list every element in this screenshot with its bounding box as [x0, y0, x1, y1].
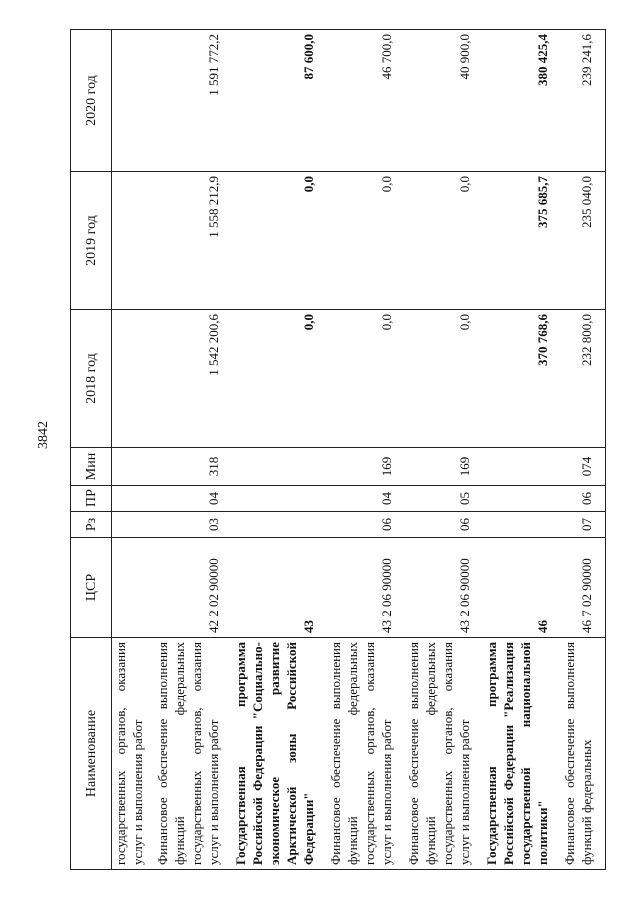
row-2019 [112, 172, 155, 310]
row-rz: 06 [327, 512, 405, 538]
row-pr: 05 [405, 486, 483, 512]
row-2019: 1 558 212,9 [154, 172, 232, 310]
row-name: Финансовое обеспечение выполнения функций федеральных государственных органов, оказания услуг и выполнения работ [327, 638, 405, 870]
row-2019: 0,0 [327, 172, 405, 310]
row-min: 318 [154, 448, 232, 486]
row-csr: 43 2 06 90000 [327, 538, 405, 638]
row-pr: 06 [561, 486, 606, 512]
row-2018: 370 768,6 [483, 310, 561, 448]
row-pr [232, 486, 327, 512]
row-rz [232, 512, 327, 538]
row-2018 [112, 310, 155, 448]
row-2018: 232 800,0 [561, 310, 606, 448]
row-pr [483, 486, 561, 512]
row-2018: 0,0 [327, 310, 405, 448]
row-name: государственных органов, оказания услуг и выполнения работ [112, 638, 155, 870]
row-2019: 375 685,7 [483, 172, 561, 310]
row-2020: 87 600,0 [232, 30, 327, 172]
row-rz: 03 [154, 512, 232, 538]
row-rz [112, 512, 155, 538]
row-name: Финансовое обеспечение выполнения функций федеральных [561, 638, 606, 870]
row-min: 169 [405, 448, 483, 486]
col-header-2019: 2019 год [71, 172, 112, 310]
col-header-rz: Рз [71, 512, 112, 538]
col-header-2020: 2020 год [71, 30, 112, 172]
budget-table [70, 29, 606, 870]
row-min: 169 [327, 448, 405, 486]
table-row [483, 30, 561, 870]
row-2018: 1 542 200,6 [154, 310, 232, 448]
row-name: Государственная программа Российской Федерации "Социально-экономическое развитие Арктической зоны Российской Федерации" [232, 638, 327, 870]
row-csr: 46 [483, 538, 561, 638]
row-rz: 07 [561, 512, 606, 538]
col-header-2018: 2018 год [71, 310, 112, 448]
table-row [561, 30, 606, 870]
col-header-min: Мин [71, 448, 112, 486]
row-min [112, 448, 155, 486]
row-pr: 04 [154, 486, 232, 512]
col-header-name: Наименование [71, 638, 112, 870]
table-row [154, 30, 232, 870]
table-row [405, 30, 483, 870]
row-pr: 04 [327, 486, 405, 512]
row-csr: 43 2 06 90000 [405, 538, 483, 638]
table-row [232, 30, 327, 870]
row-name: Финансовое обеспечение выполнения функций федеральных государственных органов, оказания услуг и выполнения работ [154, 638, 232, 870]
row-2018: 0,0 [232, 310, 327, 448]
row-name: Государственная программа Российской Федерации "Реализация государственной национальной политики" [483, 638, 561, 870]
row-min [483, 448, 561, 486]
table-row [327, 30, 405, 870]
row-pr [112, 486, 155, 512]
row-2019: 0,0 [232, 172, 327, 310]
row-2020: 40 900,0 [405, 30, 483, 172]
row-2020: 1 591 772,2 [154, 30, 232, 172]
row-rz: 06 [405, 512, 483, 538]
col-header-pr: ПР [71, 486, 112, 512]
table-wrapper [70, 30, 600, 870]
row-csr: 42 2 02 90000 [154, 538, 232, 638]
rotated-page [70, 30, 600, 870]
row-csr [112, 538, 155, 638]
row-2020: 380 425,4 [483, 30, 561, 172]
row-rz [483, 512, 561, 538]
row-min [232, 448, 327, 486]
row-2019: 0,0 [405, 172, 483, 310]
row-2020: 239 241,6 [561, 30, 606, 172]
col-header-csr: ЦСР [71, 538, 112, 638]
row-min: 074 [561, 448, 606, 486]
table-row [112, 30, 155, 870]
header-row [71, 30, 112, 870]
row-csr: 46 7 02 90000 [561, 538, 606, 638]
row-2020 [112, 30, 155, 172]
row-2020: 46 700,0 [327, 30, 405, 172]
page-number: 3842 [36, 421, 51, 449]
row-csr: 43 [232, 538, 327, 638]
row-name: Финансовое обеспечение выполнения функций федеральных государственных органов, оказания услуг и выполнения работ [405, 638, 483, 870]
row-2018: 0,0 [405, 310, 483, 448]
row-2019: 235 040,0 [561, 172, 606, 310]
